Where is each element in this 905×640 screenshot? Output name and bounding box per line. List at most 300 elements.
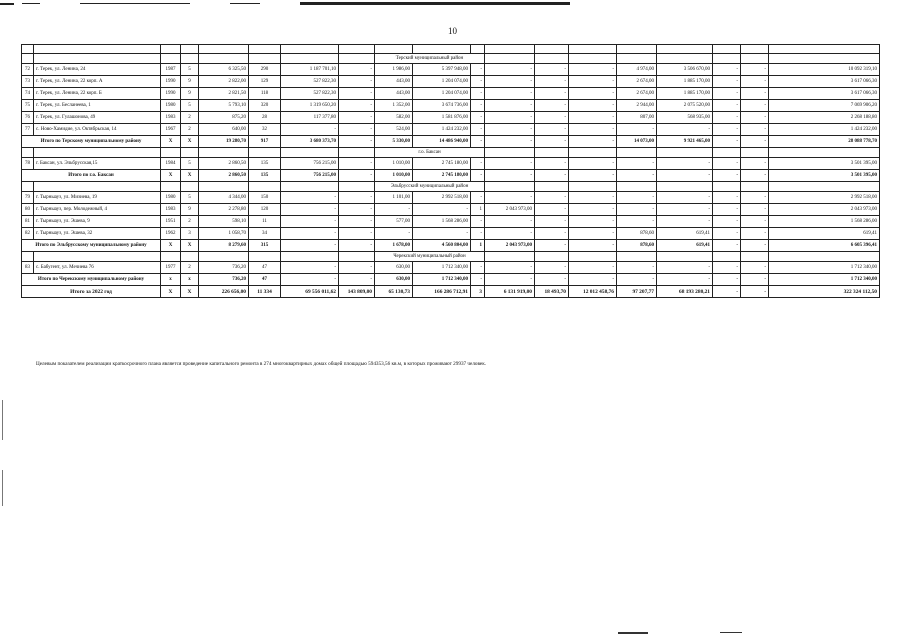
address-cell: г. Баксан, ул. Эльбрусская,15 bbox=[34, 158, 161, 170]
header-cell bbox=[769, 45, 880, 54]
value-cell: - bbox=[741, 64, 769, 76]
value-cell: - bbox=[657, 262, 713, 274]
address-cell: г. Терек, ул. Гулашонова, 49 bbox=[34, 112, 161, 124]
value-cell: - bbox=[657, 124, 713, 136]
section-blank-cell bbox=[199, 252, 249, 262]
amount-cell: - bbox=[281, 262, 339, 274]
floors-cell: 9 bbox=[181, 88, 199, 100]
value-cell: - bbox=[713, 170, 741, 182]
value-cell: 166 286 712,91 bbox=[413, 286, 471, 298]
value-cell: 14 073,00 bbox=[617, 136, 657, 148]
value-cell: - bbox=[471, 274, 485, 286]
value-cell: 2 674,00 bbox=[617, 76, 657, 88]
amount-cell: 69 556 011,62 bbox=[281, 286, 339, 298]
total-cell: 28 088 778,70 bbox=[769, 136, 880, 148]
year-cell: 1984 bbox=[161, 158, 181, 170]
value-cell: 2 674,00 bbox=[617, 88, 657, 100]
header-cell bbox=[713, 45, 741, 54]
value-cell: - bbox=[741, 76, 769, 88]
value-cell: - bbox=[339, 228, 375, 240]
value-cell: - bbox=[535, 158, 569, 170]
section-blank-cell bbox=[249, 182, 281, 192]
value-cell: 5 330,00 bbox=[375, 136, 413, 148]
value-cell: - bbox=[485, 228, 535, 240]
value-cell: - bbox=[471, 228, 485, 240]
section-blank-cell bbox=[485, 54, 535, 64]
address-cell: г. Тырныауз, ул. Эшева, 9 bbox=[34, 216, 161, 228]
address-cell: с. Бабугент, ул. Мечиева 76 bbox=[34, 262, 161, 274]
row-number: 74 bbox=[22, 88, 34, 100]
value-cell: - bbox=[485, 216, 535, 228]
value-cell: - bbox=[339, 64, 375, 76]
floors-cell: X bbox=[181, 240, 199, 252]
value-cell: 3 674 736,00 bbox=[413, 100, 471, 112]
value-cell: - bbox=[471, 88, 485, 100]
section-blank-cell bbox=[281, 54, 339, 64]
section-blank-cell bbox=[657, 252, 713, 262]
header-cell bbox=[413, 45, 471, 54]
value-cell: 1 568 286,00 bbox=[413, 216, 471, 228]
section-blank-cell bbox=[281, 252, 339, 262]
value-cell: - bbox=[485, 158, 535, 170]
value-cell: - bbox=[713, 64, 741, 76]
value-cell: 3 bbox=[471, 286, 485, 298]
residents-cell: 32 bbox=[249, 124, 281, 136]
total-cell: 322 324 112,50 bbox=[769, 286, 880, 298]
total-cell: 10 092 319,10 bbox=[769, 64, 880, 76]
value-cell: - bbox=[569, 64, 617, 76]
value-cell: - bbox=[339, 170, 375, 182]
value-cell: 1 010,00 bbox=[375, 170, 413, 182]
area-cell: 875,20 bbox=[199, 112, 249, 124]
value-cell: - bbox=[741, 240, 769, 252]
value-cell: - bbox=[339, 112, 375, 124]
value-cell: 619,41 bbox=[657, 228, 713, 240]
value-cell: - bbox=[657, 158, 713, 170]
value-cell: - bbox=[339, 262, 375, 274]
row-number: 80 bbox=[22, 204, 34, 216]
target-indicator-note: Целевым показателем реализации краткосрочного плана является проведение капитального ремонта в 274 многоквартирных домах общей площадью 594353,56 кв.м, в которых проживают 29937 человек. bbox=[36, 361, 487, 367]
value-cell: - bbox=[569, 192, 617, 204]
area-cell: 2 278,80 bbox=[199, 204, 249, 216]
value-cell: 4 560 804,00 bbox=[413, 240, 471, 252]
value-cell: - bbox=[741, 136, 769, 148]
value-cell: - bbox=[741, 170, 769, 182]
value-cell: - bbox=[741, 228, 769, 240]
scan-artifact-margin bbox=[2, 400, 3, 440]
floors-cell: 2 bbox=[181, 112, 199, 124]
address-cell: г. Терек, ул. Бесланеева, 1 bbox=[34, 100, 161, 112]
section-blank-cell bbox=[713, 182, 741, 192]
floors-cell: 5 bbox=[181, 192, 199, 204]
value-cell: - bbox=[713, 216, 741, 228]
section-blank-cell bbox=[569, 252, 617, 262]
section-blank-cell bbox=[22, 252, 34, 262]
value-cell: - bbox=[569, 112, 617, 124]
amount-cell: - bbox=[281, 240, 339, 252]
value-cell: - bbox=[657, 170, 713, 182]
value-cell: - bbox=[485, 262, 535, 274]
row-number: 79 bbox=[22, 192, 34, 204]
subtotal-label: Итого по Черекскому муниципальному району bbox=[22, 274, 161, 286]
value-cell: - bbox=[339, 240, 375, 252]
section-row bbox=[22, 148, 880, 158]
section-blank-cell bbox=[535, 54, 569, 64]
area-cell: 5 793,10 bbox=[199, 100, 249, 112]
value-cell: 1 885 170,00 bbox=[657, 88, 713, 100]
section-blank-cell bbox=[617, 148, 657, 158]
header-cell bbox=[741, 45, 769, 54]
row-number: 82 bbox=[22, 228, 34, 240]
section-blank-cell bbox=[339, 182, 375, 192]
total-cell: 1 424 232,00 bbox=[769, 124, 880, 136]
section-blank-cell bbox=[617, 252, 657, 262]
table-row bbox=[22, 88, 880, 100]
amount-cell: 1 319 650,20 bbox=[281, 100, 339, 112]
value-cell: - bbox=[339, 274, 375, 286]
amount-cell: 1 187 701,10 bbox=[281, 64, 339, 76]
section-blank-cell bbox=[741, 148, 769, 158]
value-cell: - bbox=[617, 204, 657, 216]
value-cell: - bbox=[569, 274, 617, 286]
page-number: 10 bbox=[448, 26, 457, 36]
value-cell: - bbox=[471, 262, 485, 274]
value-cell: - bbox=[339, 136, 375, 148]
area-cell: 4 344,00 bbox=[199, 192, 249, 204]
value-cell: - bbox=[569, 228, 617, 240]
value-cell: - bbox=[339, 158, 375, 170]
residents-cell: 129 bbox=[249, 76, 281, 88]
year-cell: X bbox=[161, 170, 181, 182]
section-title: Эльбрусский муниципальный район bbox=[375, 182, 485, 192]
total-cell: 619,41 bbox=[769, 228, 880, 240]
floors-cell: 3 bbox=[181, 228, 199, 240]
amount-cell: 527 822,30 bbox=[281, 76, 339, 88]
section-blank-cell bbox=[769, 148, 880, 158]
address-cell: г. Терек, ул. Ленина, 24 bbox=[34, 64, 161, 76]
value-cell: - bbox=[535, 216, 569, 228]
residents-cell: 315 bbox=[249, 240, 281, 252]
residents-cell: 290 bbox=[249, 64, 281, 76]
row-number: 78 bbox=[22, 158, 34, 170]
value-cell: - bbox=[485, 274, 535, 286]
value-cell: - bbox=[569, 158, 617, 170]
total-cell: 3 501 395,00 bbox=[769, 170, 880, 182]
section-blank-cell bbox=[339, 148, 375, 158]
value-cell: 97 207,77 bbox=[617, 286, 657, 298]
floors-cell: 5 bbox=[181, 158, 199, 170]
section-blank-cell bbox=[535, 182, 569, 192]
section-blank-cell bbox=[181, 54, 199, 64]
value-cell: - bbox=[535, 100, 569, 112]
value-cell: - bbox=[741, 124, 769, 136]
section-blank-cell bbox=[34, 182, 161, 192]
value-cell: - bbox=[535, 262, 569, 274]
value-cell: - bbox=[713, 100, 741, 112]
floors-cell: 2 bbox=[181, 262, 199, 274]
value-cell: - bbox=[535, 88, 569, 100]
value-cell: 1 204 074,00 bbox=[413, 88, 471, 100]
value-cell: 630,00 bbox=[375, 274, 413, 286]
section-blank-cell bbox=[34, 148, 161, 158]
subtotal-label: Итого по г.о. Баксан bbox=[22, 170, 161, 182]
area-cell: 2 821,50 bbox=[199, 88, 249, 100]
area-cell: 1 058,70 bbox=[199, 228, 249, 240]
value-cell: - bbox=[569, 124, 617, 136]
section-blank-cell bbox=[281, 148, 339, 158]
value-cell: - bbox=[741, 112, 769, 124]
value-cell: - bbox=[535, 228, 569, 240]
residents-cell: 11 bbox=[249, 216, 281, 228]
value-cell: - bbox=[713, 240, 741, 252]
amount-cell: 3 680 373,70 bbox=[281, 136, 339, 148]
section-blank-cell bbox=[161, 148, 181, 158]
value-cell: - bbox=[375, 204, 413, 216]
row-number: 77 bbox=[22, 124, 34, 136]
value-cell: 3 506 670,00 bbox=[657, 64, 713, 76]
value-cell: - bbox=[471, 158, 485, 170]
value-cell: 2 043 973,00 bbox=[485, 240, 535, 252]
floors-cell: 9 bbox=[181, 76, 199, 88]
value-cell: 1 678,00 bbox=[375, 240, 413, 252]
section-blank-cell bbox=[657, 182, 713, 192]
subtotal-row bbox=[22, 170, 880, 182]
value-cell: 582,00 bbox=[375, 112, 413, 124]
value-cell: - bbox=[485, 192, 535, 204]
header-cell bbox=[199, 45, 249, 54]
value-cell: 1 101,00 bbox=[375, 192, 413, 204]
section-blank-cell bbox=[769, 54, 880, 64]
header-cell bbox=[22, 45, 34, 54]
value-cell: 68 193 280,21 bbox=[657, 286, 713, 298]
residents-cell: 135 bbox=[249, 158, 281, 170]
header-cell bbox=[249, 45, 281, 54]
section-blank-cell bbox=[485, 148, 535, 158]
scan-artifact-bottom bbox=[0, 630, 905, 636]
year-cell: 1962 bbox=[161, 228, 181, 240]
row-number: 72 bbox=[22, 64, 34, 76]
year-cell: X bbox=[161, 136, 181, 148]
value-cell: - bbox=[535, 240, 569, 252]
section-blank-cell bbox=[617, 54, 657, 64]
value-cell: - bbox=[569, 204, 617, 216]
value-cell: 1 204 074,00 bbox=[413, 76, 471, 88]
value-cell: - bbox=[741, 216, 769, 228]
section-blank-cell bbox=[485, 252, 535, 262]
section-blank-cell bbox=[199, 148, 249, 158]
area-cell: 2 860,50 bbox=[199, 170, 249, 182]
section-row bbox=[22, 252, 880, 262]
value-cell: - bbox=[339, 100, 375, 112]
value-cell: 1 352,00 bbox=[375, 100, 413, 112]
value-cell: - bbox=[713, 204, 741, 216]
residents-cell: 47 bbox=[249, 262, 281, 274]
header-cell bbox=[569, 45, 617, 54]
address-cell: г. Тырныауз, ул. Мизиева, 19 bbox=[34, 192, 161, 204]
table-row bbox=[22, 216, 880, 228]
grand-total-label: Итого за 2022 год bbox=[22, 286, 161, 298]
header-cell bbox=[471, 45, 485, 54]
value-cell: 2 745 180,00 bbox=[413, 158, 471, 170]
value-cell: - bbox=[375, 228, 413, 240]
subtotal-row bbox=[22, 136, 880, 148]
subtotal-label: Итого по Терскому муниципальному району bbox=[22, 136, 161, 148]
value-cell: 1 bbox=[471, 240, 485, 252]
total-cell: 1 568 286,00 bbox=[769, 216, 880, 228]
value-cell: - bbox=[569, 170, 617, 182]
value-cell: - bbox=[713, 88, 741, 100]
section-blank-cell bbox=[22, 148, 34, 158]
section-blank-cell bbox=[535, 148, 569, 158]
value-cell: 1 bbox=[471, 204, 485, 216]
address-cell: г. Тырныауз, ул. Эшева, 32 bbox=[34, 228, 161, 240]
value-cell: 2 745 180,00 bbox=[413, 170, 471, 182]
year-cell: 1990 bbox=[161, 88, 181, 100]
section-blank-cell bbox=[657, 54, 713, 64]
value-cell: - bbox=[713, 124, 741, 136]
value-cell: - bbox=[617, 124, 657, 136]
table-row bbox=[22, 262, 880, 274]
value-cell: - bbox=[485, 136, 535, 148]
value-cell: - bbox=[413, 228, 471, 240]
total-cell: 7 069 906,20 bbox=[769, 100, 880, 112]
floors-cell: X bbox=[181, 286, 199, 298]
value-cell: - bbox=[485, 170, 535, 182]
value-cell: 1 712 340,00 bbox=[413, 274, 471, 286]
value-cell: 2 043 973,00 bbox=[485, 204, 535, 216]
value-cell: - bbox=[617, 192, 657, 204]
value-cell: 568 935,00 bbox=[657, 112, 713, 124]
table-row bbox=[22, 64, 880, 76]
section-title: Терский муниципальный район bbox=[375, 54, 485, 64]
value-cell: 443,00 bbox=[375, 76, 413, 88]
year-cell: X bbox=[161, 286, 181, 298]
area-cell: 598,10 bbox=[199, 216, 249, 228]
section-blank-cell bbox=[769, 182, 880, 192]
value-cell: 1 010,00 bbox=[375, 158, 413, 170]
value-cell: 14 486 940,00 bbox=[413, 136, 471, 148]
value-cell: 1 424 232,00 bbox=[413, 124, 471, 136]
amount-cell: 756 215,00 bbox=[281, 158, 339, 170]
area-cell: 19 280,70 bbox=[199, 136, 249, 148]
header-cell bbox=[485, 45, 535, 54]
section-blank-cell bbox=[657, 148, 713, 158]
table-row bbox=[22, 192, 880, 204]
section-blank-cell bbox=[713, 148, 741, 158]
amount-cell: - bbox=[281, 216, 339, 228]
residents-cell: 118 bbox=[249, 88, 281, 100]
address-cell: г. Терек, ул. Ленина, 22 корп. Б bbox=[34, 88, 161, 100]
value-cell: - bbox=[471, 170, 485, 182]
value-cell: - bbox=[569, 216, 617, 228]
header-cell bbox=[34, 45, 161, 54]
value-cell: - bbox=[741, 192, 769, 204]
section-row bbox=[22, 54, 880, 64]
header-cell bbox=[535, 45, 569, 54]
value-cell: - bbox=[485, 88, 535, 100]
scan-artifact-top bbox=[0, 0, 905, 10]
value-cell: - bbox=[471, 192, 485, 204]
value-cell: 143 809,00 bbox=[339, 286, 375, 298]
total-cell: 6 605 396,41 bbox=[769, 240, 880, 252]
residents-cell: 150 bbox=[249, 192, 281, 204]
value-cell: - bbox=[471, 76, 485, 88]
value-cell: - bbox=[617, 262, 657, 274]
total-cell: 1 712 340,00 bbox=[769, 274, 880, 286]
section-blank-cell bbox=[339, 54, 375, 64]
section-blank-cell bbox=[741, 252, 769, 262]
address-cell: с. Ново-Хамидие, ул. Октябрьская, 14 bbox=[34, 124, 161, 136]
floors-cell: x bbox=[181, 274, 199, 286]
year-cell: 1983 bbox=[161, 204, 181, 216]
value-cell: - bbox=[657, 192, 713, 204]
table-row bbox=[22, 124, 880, 136]
residents-cell: 11 334 bbox=[249, 286, 281, 298]
value-cell: - bbox=[471, 216, 485, 228]
floors-cell: X bbox=[181, 136, 199, 148]
residents-cell: 28 bbox=[249, 112, 281, 124]
value-cell: - bbox=[535, 76, 569, 88]
header-cell bbox=[375, 45, 413, 54]
year-cell: 1980 bbox=[161, 192, 181, 204]
value-cell: - bbox=[339, 88, 375, 100]
row-number: 81 bbox=[22, 216, 34, 228]
value-cell: - bbox=[339, 204, 375, 216]
section-blank-cell bbox=[199, 182, 249, 192]
section-blank-cell bbox=[569, 182, 617, 192]
value-cell: - bbox=[713, 192, 741, 204]
section-blank-cell bbox=[161, 54, 181, 64]
value-cell: 2 992 518,00 bbox=[413, 192, 471, 204]
value-cell: - bbox=[713, 76, 741, 88]
total-cell: 3 501 395,00 bbox=[769, 158, 880, 170]
amount-cell: 756 215,00 bbox=[281, 170, 339, 182]
address-cell: г. Тырныауз, пер. Молодежный, 4 bbox=[34, 204, 161, 216]
residents-cell: 320 bbox=[249, 100, 281, 112]
amount-cell: - bbox=[281, 124, 339, 136]
value-cell: 2 075 520,00 bbox=[657, 100, 713, 112]
area-cell: 226 656,00 bbox=[199, 286, 249, 298]
area-cell: 6 325,50 bbox=[199, 64, 249, 76]
section-blank-cell bbox=[181, 148, 199, 158]
area-cell: 736,20 bbox=[199, 262, 249, 274]
scan-artifact-margin bbox=[2, 470, 3, 506]
section-blank-cell bbox=[339, 252, 375, 262]
value-cell: - bbox=[535, 124, 569, 136]
floors-cell: 5 bbox=[181, 64, 199, 76]
section-blank-cell bbox=[535, 252, 569, 262]
value-cell: - bbox=[713, 112, 741, 124]
value-cell: - bbox=[569, 100, 617, 112]
section-blank-cell bbox=[485, 182, 535, 192]
area-cell: 2 860,50 bbox=[199, 158, 249, 170]
value-cell: - bbox=[657, 204, 713, 216]
subtotal-row bbox=[22, 274, 880, 286]
residents-cell: 47 bbox=[249, 274, 281, 286]
value-cell: - bbox=[569, 136, 617, 148]
section-blank-cell bbox=[249, 148, 281, 158]
value-cell: - bbox=[485, 100, 535, 112]
section-blank-cell bbox=[249, 252, 281, 262]
value-cell: - bbox=[741, 100, 769, 112]
floors-cell: 9 bbox=[181, 204, 199, 216]
year-cell: 1980 bbox=[161, 100, 181, 112]
header-cell bbox=[281, 45, 339, 54]
value-cell: - bbox=[657, 274, 713, 286]
table-row bbox=[22, 228, 880, 240]
value-cell: - bbox=[657, 216, 713, 228]
row-number: 75 bbox=[22, 100, 34, 112]
